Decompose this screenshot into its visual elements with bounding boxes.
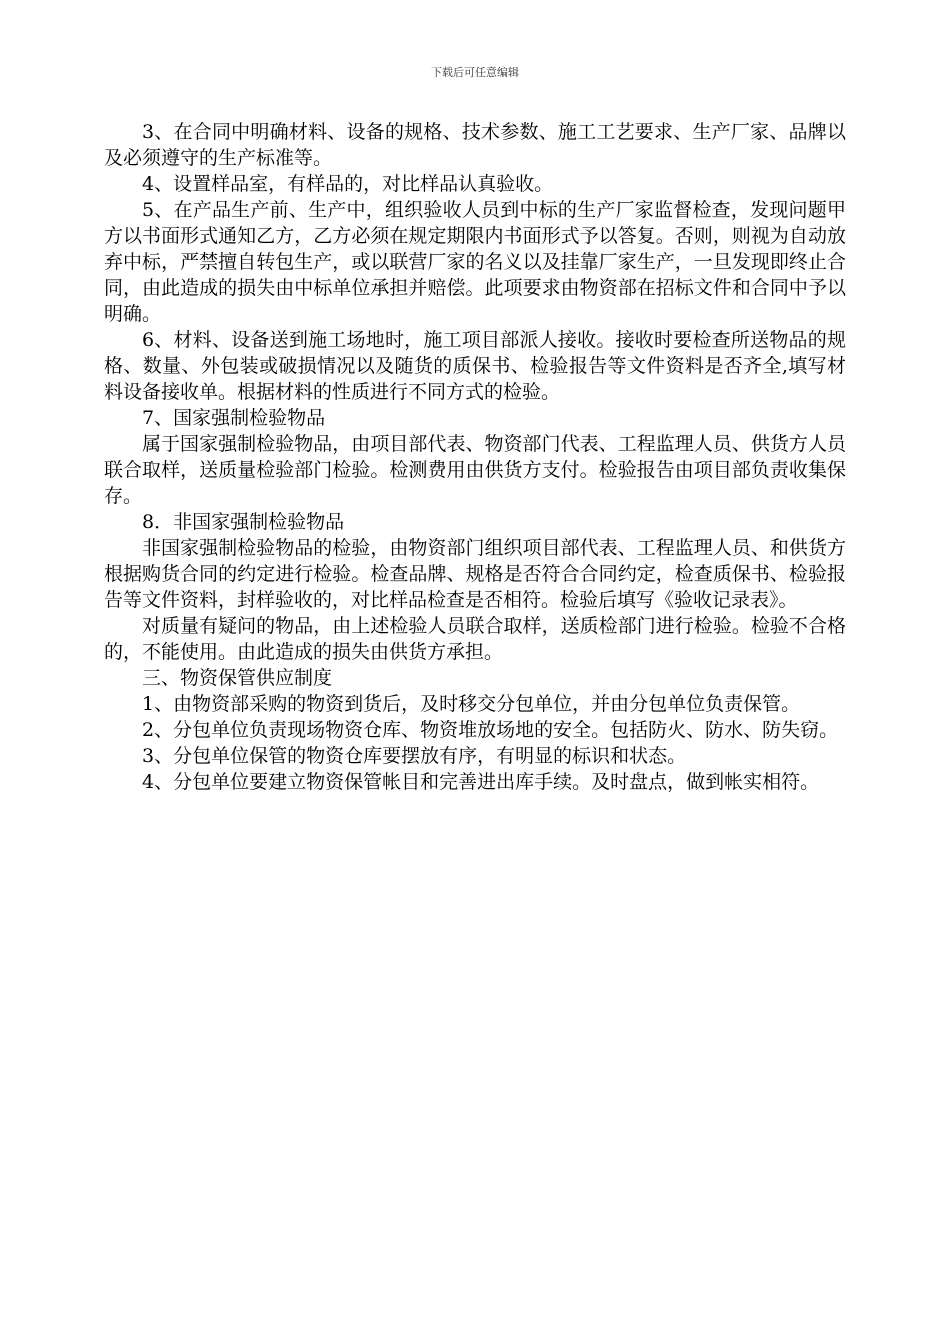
paragraph: 3、分包单位保管的物资仓库要摆放有序，有明显的标识和状态。 — [142, 745, 687, 767]
section-heading: 7、国家强制检验物品 — [142, 407, 326, 429]
paragraph: 5、在产品生产前、生产中，组织验收人员到中标的生产厂家监督检查，发现问题甲方以书面形式通知乙方，乙方必须在规定期限内书面形式予以答复。否则，则视为自动放弃中标，严禁擅自转包生产，或以联营厂家的名义以及挂靠厂家生产，一旦发现即终止合同，由此造成的损失由中标单位承担并赔偿。此项要求由物资部在招标文件和合同中予以明确。 — [104, 199, 846, 325]
paragraph: 4、设置样品室，有样品的，对比样品认真验收。 — [142, 173, 554, 195]
paragraph: 非国家强制检验物品的检验，由物资部门组织项目部代表、工程监理人员、和供货方根据购货合同的约定进行检验。检查品牌、规格是否符合合同约定，检查质保书、检验报告等文件资料，封样验收的，对比样品检查是否相符。检验后填写《验收记录表》。 — [104, 537, 846, 611]
paragraph: 4、分包单位要建立物资保管帐目和完善进出库手续。及时盘点，做到帐实相符。 — [142, 771, 820, 793]
paragraph: 属于国家强制检验物品，由项目部代表、物资部门代表、工程监理人员、供货方人员联合取样，送质量检验部门检验。检测费用由供货方支付。检验报告由项目部负责收集保存。 — [104, 433, 846, 507]
paragraph: 6、材料、设备送到施工场地时，施工项目部派人接收。接收时要检查所送物品的规格、数量、外包装或破损情况以及随货的质保书、检验报告等文件资料是否齐全,填写材料设备接收单。根据材料的性质进行不同方式的检验。 — [104, 329, 846, 403]
section-heading: 8．非国家强制检验物品 — [142, 511, 345, 533]
page-header: 下载后可任意编辑 — [431, 66, 519, 79]
paragraph: 1、由物资部采购的物资到货后，及时移交分包单位，并由分包单位负责保管。 — [142, 693, 801, 715]
paragraph: 对质量有疑问的物品，由上述检验人员联合取样，送质检部门进行检验。检验不合格的，不能使用。由此造成的损失由供货方承担。 — [104, 615, 846, 663]
paragraph: 2、分包单位负责现场物资仓库、物资堆放场地的安全。包括防火、防水、防失窃。 — [142, 719, 839, 741]
document-body — [104, 119, 846, 795]
paragraph: 3、在合同中明确材料、设备的规格、技术参数、施工工艺要求、生产厂家、品牌以及必须遵守的生产标准等。 — [104, 121, 846, 169]
section-heading: 三、物资保管供应制度 — [142, 667, 333, 689]
